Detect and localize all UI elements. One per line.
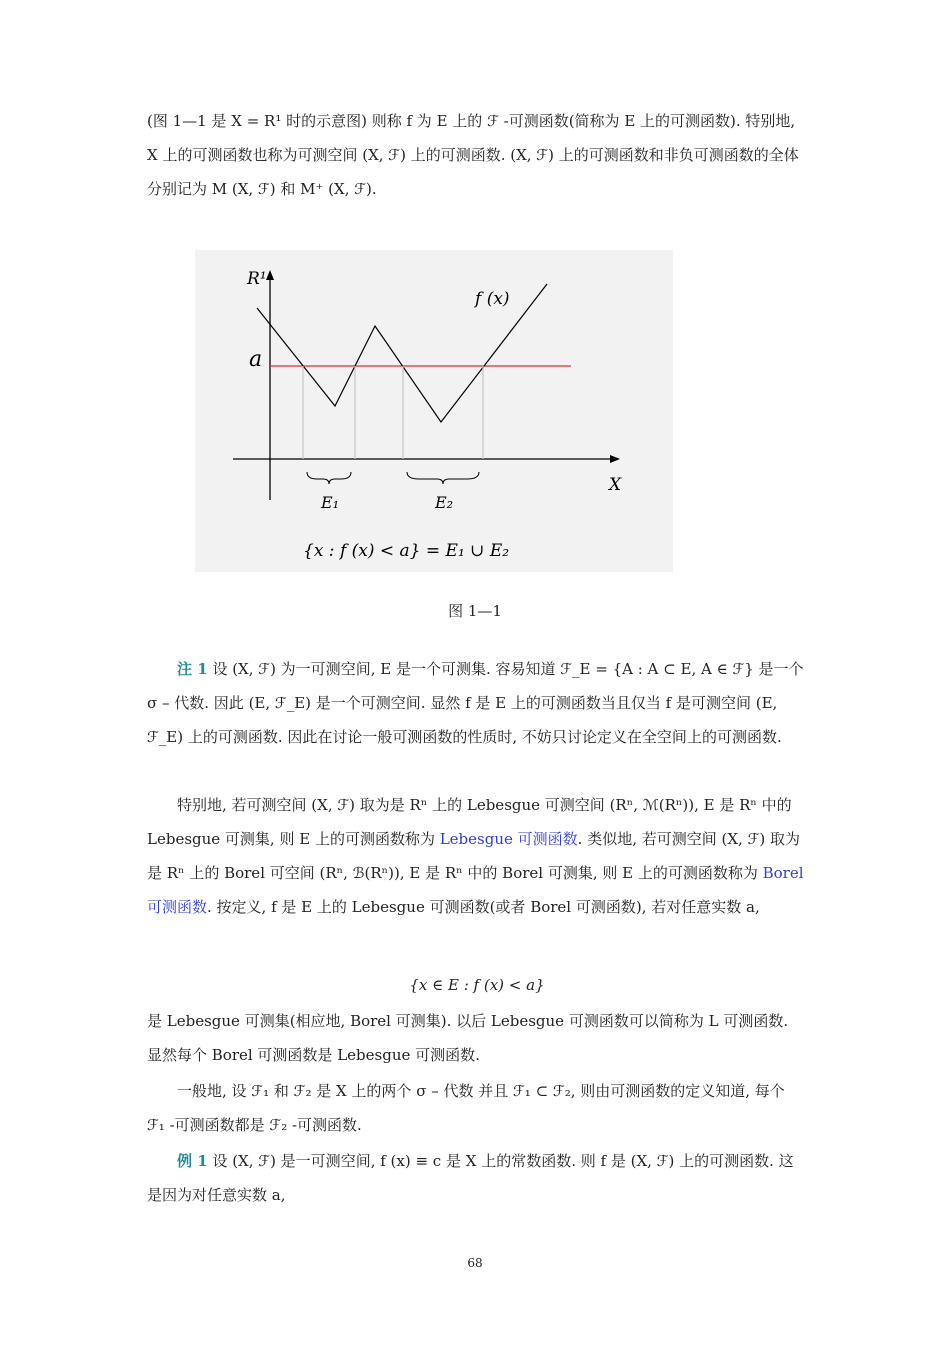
paragraph-text: 一般地, 设 ℱ₁ 和 ℱ₂ 是 X 上的两个 σ – 代数 并且 ℱ₁ ⊂ ℱ₂, 则由可测函数的定义知道, 每个 ℱ₁ -可测函数都是 ℱ₂ -可测函数. (147, 1082, 785, 1134)
paragraph-remark-1 (147, 652, 807, 754)
paragraph-text: . 类似地, 若可测空间 (X, ℱ) 取为是 Rⁿ 上的 Borel 可空间 (Rⁿ, ℬ(Rⁿ)), E 是 Rⁿ 中的 Borel 可测集, 则 E 上的可测函数称为 (147, 830, 800, 882)
term-lebesgue-measurable-function: Lebesgue 可测函数 (439, 830, 578, 848)
y-axis-label: R¹ (247, 269, 267, 289)
paragraph-text: 特别地, 若可测空间 (X, ℱ) 取为是 Rⁿ 上的 Lebesgue 可测空间 (Rⁿ, ℳ(Rⁿ)), E 是 Rⁿ 中的 Lebesgue 可测集, 则 E 上的可测函数称为 (147, 796, 792, 848)
paragraph-text: (图 1—1 是 X = R¹ 时的示意图) 则称 f 为 E 上的 ℱ -可测函数(简称为 E 上的可测函数). 特别地, X 上的可测函数也称为可测空间 (X, ℱ) 上的可测函数. (X, ℱ) 上的可测函数和非负可测函数的全体分别记为 M (X, ℱ) 和 M⁺ (X, ℱ). (147, 112, 799, 198)
brace-e1 (307, 472, 351, 484)
set-formula: {x : f (x) < a} = E₁ ∪ E₂ (303, 541, 510, 561)
remark-label: 注 1 (177, 660, 208, 678)
level-label: a (249, 347, 263, 372)
paragraph-text: 设 (X, ℱ) 是一可测空间, f (x) ≡ c 是 X 上的常数函数. 则 f 是 (X, ℱ) 上的可测函数. 这是因为对任意实数 a, (147, 1152, 794, 1204)
x-axis-arrow-icon (610, 455, 620, 463)
example-label: 例 1 (177, 1152, 208, 1170)
paragraph-text: . 按定义, f 是 E 上的 Lebesgue 可测函数(或者 Borel 可测函数), 若对任意实数 a, (207, 898, 760, 916)
paragraph-lebesgue-borel (147, 788, 807, 924)
interval1-label: E₁ (321, 493, 340, 512)
figure-svg (195, 250, 673, 572)
figure-measurable-function-sketch (195, 250, 673, 572)
figure-caption: 图 1—1 (448, 602, 502, 620)
paragraph-example-1 (147, 1144, 807, 1212)
paragraph-text: 设 (X, ℱ) 为一可测空间, E 是一个可测集. 容易知道 ℱ_E = {A : A ⊂ E, A ∈ ℱ} 是一个 σ – 代数. 因此 (E, ℱ_E) 是一个可测空间. 显然 f 是 E 上的可测函数当且仅当 f 是可测空间 (E, ℱ_E) 上的可测函数. 因此在讨论一般可测函数的性质时, 不妨只讨论定义在全空间上的可测函数. (147, 660, 804, 746)
page-number: 68 (467, 1256, 483, 1270)
paragraph-text: 是 Lebesgue 可测集(相应地, Borel 可测集). 以后 Lebesgue 可测函数可以简称为 L 可测函数. 显然每个 Borel 可测函数是 Lebesgue 可测函数. (147, 1012, 789, 1064)
paragraph-measurable-function-definition (147, 104, 807, 206)
paragraph-lebesgue-set (147, 1004, 807, 1072)
y-axis-arrow-icon (266, 270, 274, 280)
paragraph-sigma-algebras (147, 1074, 807, 1142)
display-formula: {x ∈ E : f (x) < a} (409, 976, 545, 994)
brace-e2 (407, 472, 479, 484)
interval2-label: E₂ (435, 493, 454, 512)
curve-label: f (x) (475, 289, 510, 309)
term-borel-measurable-function: Borel 可测函数 (147, 864, 804, 916)
x-axis-label: X (609, 475, 622, 495)
